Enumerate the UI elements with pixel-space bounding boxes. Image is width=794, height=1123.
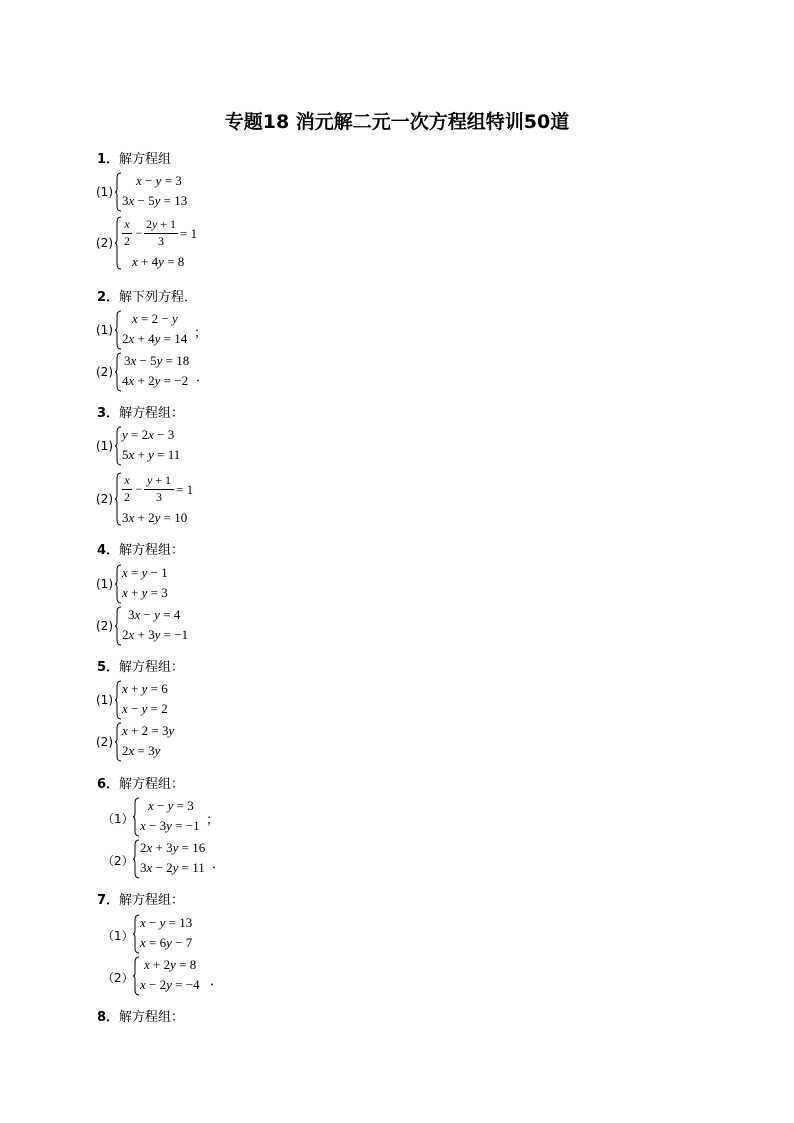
question-number: 1． [97,152,120,167]
equation: = 1 [180,226,198,241]
equation: x + y = 3 [122,585,168,600]
numerator: x [124,473,130,487]
equation: x + y = 6 [122,681,168,696]
denominator: 2 [124,234,130,248]
denominator: 3 [158,234,164,248]
question-text: 解下列方程． [119,290,198,305]
question-text: 解方程组 [119,152,172,167]
left-brace-icon [133,797,140,837]
question-text: 解方程组： [119,1010,185,1025]
part-label: (1) [96,693,113,707]
question-text: 解方程组： [119,543,185,558]
equation: y = 2x − 3 [122,427,175,442]
equation: 5x + y = 11 [122,447,181,462]
part-label: (2) [96,735,113,749]
equation: x − y = 13 [140,915,193,930]
equation: x − 2y = −4 [140,977,200,992]
page-title: 专题18 消元解二元一次方程组特训50道 [224,111,570,133]
question-number: 8． [97,1010,120,1025]
part-label: （2） [102,854,134,868]
left-brace-icon [115,216,122,270]
question-number: 6． [97,777,120,792]
question-4-heading [97,539,184,558]
numerator: 2y + 1 [145,217,177,231]
question-2-heading [97,286,197,305]
question-text: 解方程组： [119,777,185,792]
question-8-heading [97,1006,184,1025]
equation: 3x − 5y = 18 [124,353,190,368]
question-text: 解方程组： [119,406,185,421]
question-number: 2． [97,290,120,305]
equation: 3x − 5y = 13 [122,193,188,208]
part-label: (1) [96,185,113,199]
equation: x − y = 3 [148,798,194,813]
part-label: (2) [96,492,113,506]
equation: 4x + 2y = −2 [122,373,189,388]
question-text: 解方程组： [119,893,185,908]
numerator: y + 1 [146,473,172,487]
left-brace-icon [115,310,122,350]
question-number: 5． [97,660,120,675]
punctuation: ； [194,325,208,340]
equation: 2x + 4y = 14 [122,331,188,346]
question-7-heading [97,889,184,908]
question-1-heading [97,148,171,167]
equation: x = 2 − y [132,311,178,326]
equation: x + 4y = 8 [132,254,185,269]
question-number: 3． [97,406,120,421]
punctuation: ． [212,856,226,871]
equation: x − y = 3 [136,173,182,188]
question-5-heading [97,656,184,675]
left-brace-icon [115,172,122,212]
equation: = 1 [176,482,194,497]
equation: 3x − y = 4 [128,607,181,622]
denominator: 2 [124,490,130,504]
left-brace-icon [115,352,122,392]
equation: 2x + 3y = 16 [140,840,206,855]
part-label: (2) [96,619,113,633]
equation: x + 2y = 8 [144,957,197,972]
equation: 3x + 2y = 10 [122,510,188,525]
question-3-heading [97,402,184,421]
part-label: (1) [96,577,113,591]
equation: 2x + 3y = −1 [122,627,189,642]
equation: x − y = 2 [122,701,168,716]
punctuation: ． [210,973,224,988]
left-brace-icon [133,839,140,879]
equation: x = 6y − 7 [140,935,193,950]
left-brace-icon [115,564,122,604]
left-brace-icon [115,722,122,762]
part-label: (2) [96,236,113,250]
numerator: x [124,217,130,231]
denominator: 3 [156,490,162,504]
part-label: （1） [102,812,134,826]
equation: 2x = 3y [122,743,161,758]
left-brace-icon [115,472,122,526]
equation: x = y − 1 [122,565,168,580]
part-label: （2） [102,971,134,985]
minus-sign: − [135,226,143,240]
part-label: （1） [102,929,134,943]
left-brace-icon [115,606,122,646]
left-brace-icon [133,914,140,954]
punctuation: ． [196,369,210,384]
minus-sign: − [135,482,143,496]
part-label: (1) [96,323,113,337]
part-label: (1) [96,439,113,453]
punctuation: ； [206,812,220,827]
left-brace-icon [133,956,140,996]
left-brace-icon [115,426,122,466]
question-number: 4． [97,543,120,558]
question-number: 7． [97,893,120,908]
part-label: (2) [96,365,113,379]
equation: 3x − 2y = 11 [140,860,205,875]
equation: x − 3y = −1 [140,818,200,833]
question-6-heading [97,773,184,792]
equation: x + 2 = 3y [122,723,175,738]
left-brace-icon [115,680,122,720]
question-text: 解方程组： [119,660,185,675]
